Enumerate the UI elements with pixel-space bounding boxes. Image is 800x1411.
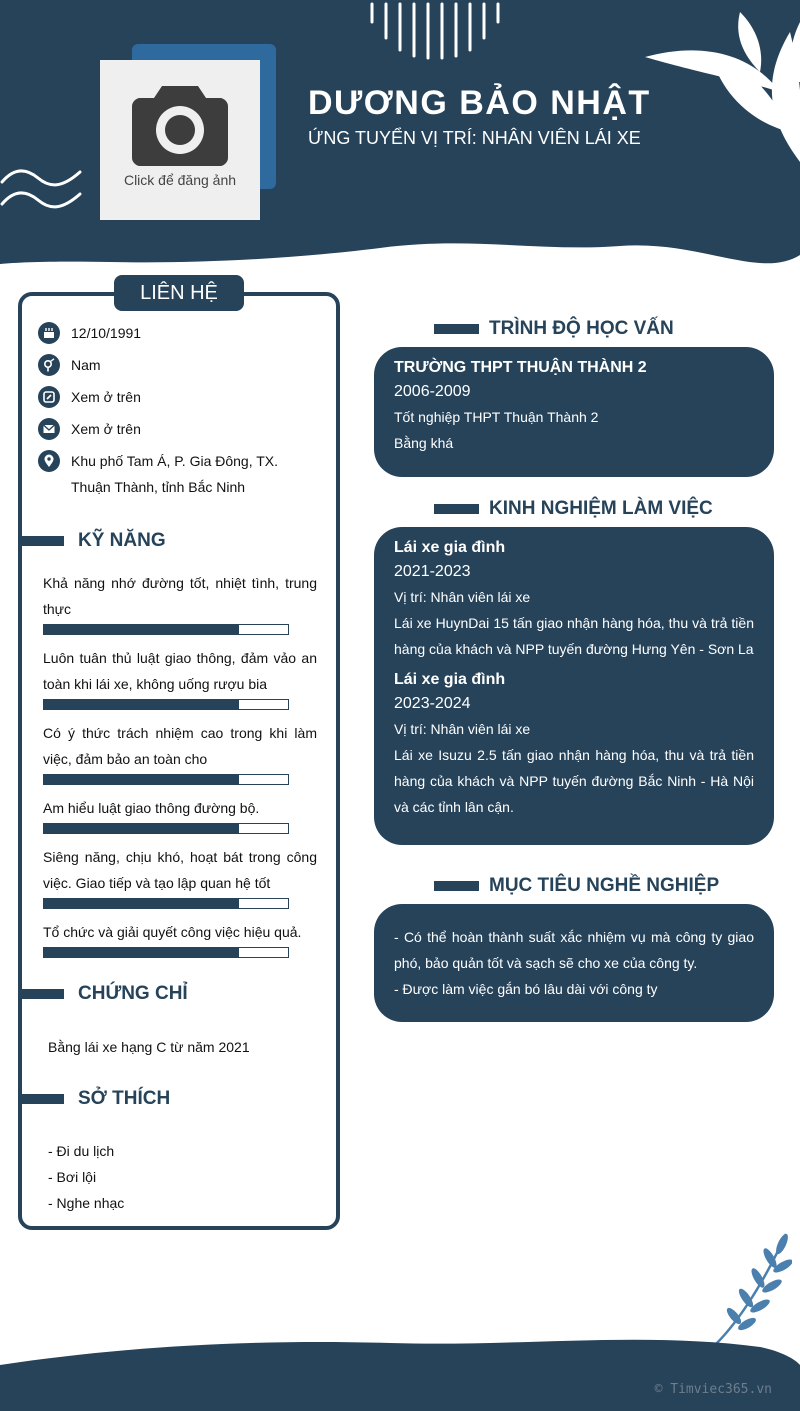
cake-icon	[38, 322, 60, 344]
skill-text: Am hiểu luật giao thông đường bộ.	[43, 800, 260, 816]
education-card	[374, 347, 774, 477]
school-name: TRƯỜNG THPT THUẬN THÀNH 2	[394, 359, 647, 376]
contact-title: LIÊN HỆ	[114, 275, 244, 311]
job-role: Vị trí: Nhân viên lái xe	[394, 589, 531, 605]
experience-card	[374, 527, 774, 845]
skill-text: Khả năng nhớ đường tốt, nhiệt tình, trung thực	[43, 575, 317, 617]
contact-item-email	[38, 416, 320, 442]
job-description: Lái xe HuynDai 15 tấn giao nhận hàng hóa, thu và trả tiền hàng của khách và NPP tuyến đường Hưng Yên - Sơn La	[394, 615, 754, 657]
hobby-item: - Bơi lội	[48, 1169, 97, 1185]
photo-upload-label: Click để đăng ảnh	[123, 172, 237, 188]
hobbies-list	[48, 1138, 124, 1216]
email-icon	[38, 418, 60, 440]
objective-heading	[434, 871, 719, 901]
job-period: 2021-2023	[394, 563, 471, 580]
skill-item	[43, 795, 317, 834]
skill-level-fill	[44, 948, 239, 957]
skill-item	[43, 720, 317, 785]
skills-title: KỸ NĂNG	[78, 530, 166, 551]
heading-bar	[434, 324, 479, 334]
contact-item-address	[38, 448, 320, 500]
skill-text: Siêng năng, chịu khó, hoạt bát trong công việc. Giao tiếp và tạo lập quan hệ tốt	[43, 849, 317, 891]
education-title: TRÌNH ĐỘ HỌC VẤN	[489, 318, 674, 339]
contact-gender: Nam	[71, 357, 101, 373]
contact-item-birthday	[38, 320, 320, 346]
education-detail: Bằng khá	[394, 435, 454, 451]
skill-item	[43, 844, 317, 909]
skill-text: Luôn tuân thủ luật giao thông, đảm vảo an toàn khi lái xe, không uống rượu bia	[43, 650, 317, 692]
footer-background	[0, 1335, 800, 1411]
skill-level-fill	[44, 625, 239, 634]
contact-address: Khu phố Tam Á, P. Gia Đông, TX. Thuận Thành, tỉnh Bắc Ninh	[71, 453, 279, 495]
copyright-text: © Timviec365.vn	[654, 1382, 772, 1397]
camera-icon	[132, 82, 228, 166]
education-period: 2006-2009	[394, 383, 471, 400]
job-company: Lái xe gia đình	[394, 539, 506, 556]
contact-email: Xem ở trên	[71, 421, 141, 437]
job-item	[394, 536, 754, 662]
skill-level-fill	[44, 899, 239, 908]
contact-birthday: 12/10/1991	[71, 325, 142, 341]
skill-level-bar	[43, 823, 289, 834]
skill-text: Có ý thức trách nhiệm cao trong khi làm việc, đảm bảo an toàn cho	[43, 725, 317, 767]
heading-bar	[434, 881, 479, 891]
phone-icon	[38, 386, 60, 408]
location-icon	[38, 450, 60, 472]
certificates-heading	[22, 979, 188, 1009]
heading-bar	[434, 504, 479, 514]
objective-line: - Được làm việc gắn bó lâu dài với công ty	[394, 981, 658, 997]
skills-list	[43, 570, 317, 968]
experience-heading	[434, 494, 713, 524]
contact-item-gender	[38, 352, 320, 378]
skill-level-bar	[43, 699, 289, 710]
skill-level-fill	[44, 700, 239, 709]
skill-item	[43, 570, 317, 635]
job-description: Lái xe Isuzu 2.5 tấn giao nhận hàng hóa, thu và trả tiền hàng của khách và NPP tuyến đường Bắc Ninh - Hà Nội và các tỉnh lân cận.	[394, 747, 754, 815]
hobby-item: - Đi du lịch	[48, 1143, 115, 1159]
job-period: 2023-2024	[394, 695, 471, 712]
hobbies-heading	[22, 1084, 170, 1114]
hobby-item: - Nghe nhạc	[48, 1195, 125, 1211]
experience-title: KINH NGHIỆM LÀM VIỆC	[489, 498, 713, 519]
skill-item	[43, 919, 317, 958]
education-heading	[434, 314, 674, 344]
skill-level-bar	[43, 947, 289, 958]
skill-level-bar	[43, 624, 289, 635]
skill-level-fill	[44, 775, 239, 784]
objective-line: - Có thể hoàn thành suất xắc nhiệm vụ mà công ty giao phó, bảo quản tốt và sạch sẽ cho xe của công ty.	[394, 929, 754, 971]
skill-item	[43, 645, 317, 710]
heading-bar	[22, 536, 64, 546]
certificate-item: Bằng lái xe hạng C từ năm 2021	[48, 1039, 250, 1055]
objective-card	[374, 904, 774, 1022]
education-detail: Tốt nghiệp THPT Thuận Thành 2	[394, 409, 599, 425]
decorative-stripes	[366, 0, 506, 62]
decorative-leaf	[640, 12, 800, 162]
heading-bar	[22, 1094, 64, 1104]
skills-heading	[22, 526, 166, 556]
candidate-name: DƯƠNG BẢO NHẬT	[308, 84, 651, 122]
skill-level-bar	[43, 774, 289, 785]
contact-list	[38, 320, 320, 506]
objective-title: MỤC TIÊU NGHỀ NGHIỆP	[489, 875, 720, 896]
job-company: Lái xe gia đình	[394, 671, 506, 688]
skill-text: Tổ chức và giải quyết công việc hiệu quả.	[43, 924, 302, 940]
skill-level-fill	[44, 824, 239, 833]
photo-upload[interactable]	[100, 60, 260, 220]
gender-icon	[38, 354, 60, 376]
job-role: Vị trí: Nhân viên lái xe	[394, 721, 531, 737]
contact-phone: Xem ở trên	[71, 389, 141, 405]
applied-position: ỨNG TUYỂN VỊ TRÍ: NHÂN VIÊN LÁI XE	[308, 128, 641, 148]
decorative-branch	[710, 1230, 792, 1348]
decorative-wave	[0, 160, 84, 212]
certificates-title: CHỨNG CHỈ	[78, 983, 188, 1004]
heading-bar	[22, 989, 64, 999]
job-item	[394, 668, 754, 820]
hobbies-title: SỞ THÍCH	[78, 1088, 171, 1109]
skill-level-bar	[43, 898, 289, 909]
contact-item-phone	[38, 384, 320, 410]
